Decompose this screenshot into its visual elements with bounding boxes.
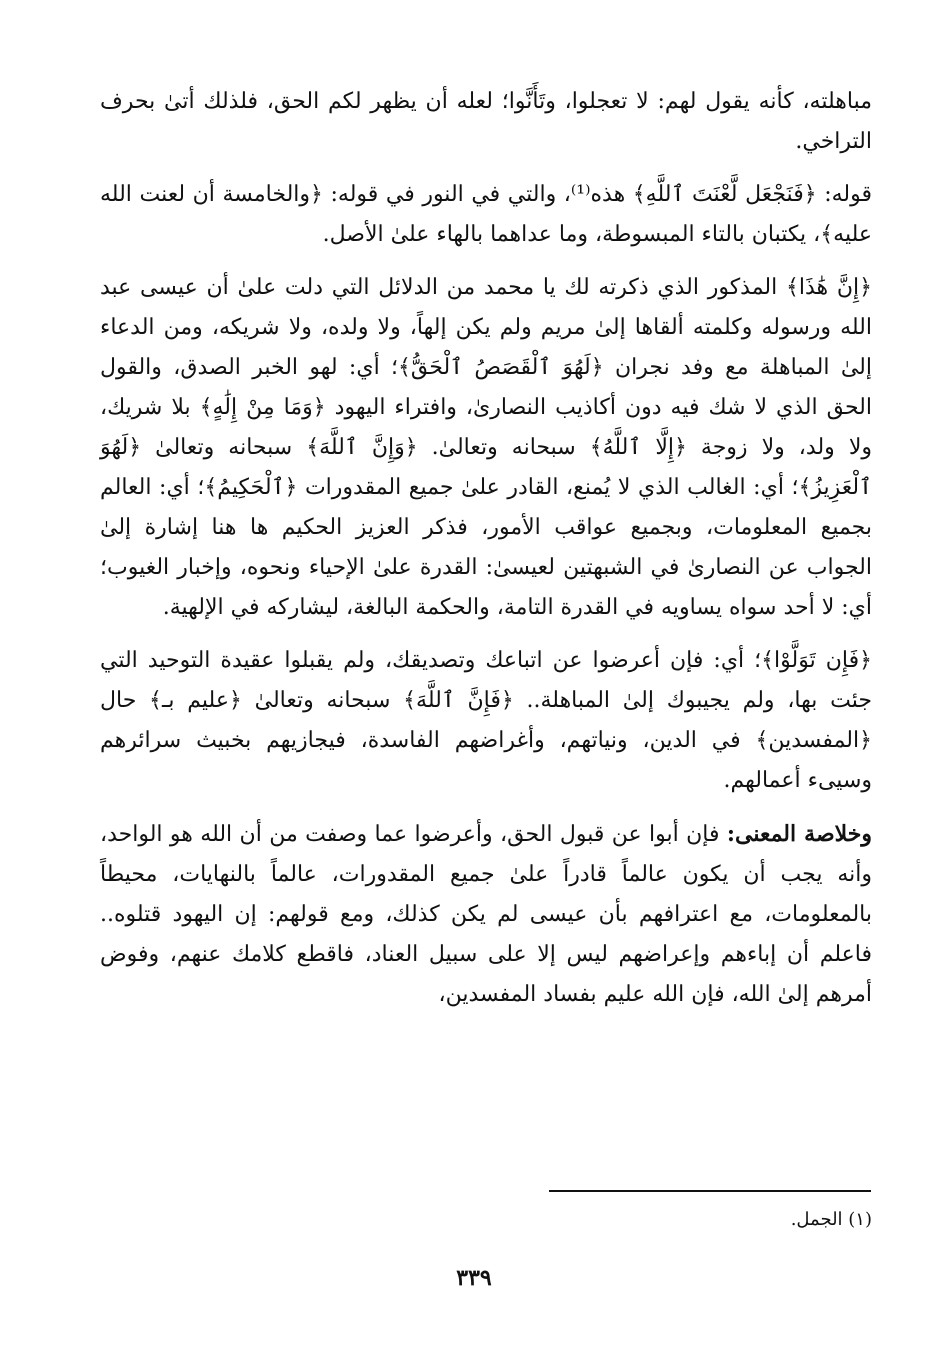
paragraph-1: مباهلته، كأنه يقول لهم: لا تعجلوا، وتَأَنَّوا؛ لعله أن يظهر لكم الحق، فلذلك أتىٰ بحرف التراخي. — [100, 89, 872, 154]
paragraph-2: قوله: ﴿فَنَجْعَل لَّعْنَتَ ٱللَّهِ﴾ هذه⁽¹⁾، والتي في النور في قوله: ﴿والخامسة أن لعنت الله عليه﴾، يكتبان بالتاء المبسوطة، وما عداهما بالهاء علىٰ الأصل. — [100, 182, 872, 247]
page-number: ٣٣٩ — [456, 1265, 492, 1291]
summary-paragraph — [100, 814, 872, 1015]
paragraph-4: ﴿فَإِن تَوَلَّوْا﴾؛ أي: فإن أعرضوا عن اتباعك وتصديقك، ولم يقبلوا عقيدة التوحيد التي جئت بها، ولم يجيبوك إلىٰ المباهلة.. ﴿فَإِنَّ ٱللَّهَ﴾ سبحانه وتعالىٰ ﴿عليم بـ﴾ حال ﴿المفسدين﴾ في الدين، ونياتهم، وأغراضهم الفاسدة، فيجازيهم بخبيث سرائرهم وسيىء أعمالهم. — [100, 648, 872, 793]
footnote: (١) الجمل. — [790, 1209, 872, 1230]
paragraph-3: ﴿إِنَّ هَٰذَا﴾ المذكور الذي ذكرته لك يا محمد من الدلائل التي دلت علىٰ أن عيسى عبد الله ورسوله وكلمته ألقاها إلىٰ مريم ولم يكن إلهاً، ولا ولده، ولا شريكه، ومن الدعاء إلىٰ المباهلة مع وفد نجران ﴿لَهُوَ ٱلْقَصَصُ ٱلْحَقُّ﴾؛ أي: لهو الخبر الصدق، والقول الحق الذي لا شك فيه دون أكاذيب النصارىٰ، وافتراء اليهود ﴿وَمَا مِنْ إِلَٰهٍ﴾ بلا شريك، ولا ولد، ولا زوجة ﴿إِلَّا ٱللَّهُ﴾ سبحانه وتعالىٰ. ﴿وَإِنَّ ٱللَّهَ﴾ سبحانه وتعالىٰ ﴿لَهُوَ ٱلْعَزِيزُ﴾؛ أي: الغالب الذي لا يُمنع، القادر علىٰ جميع المقدورات ﴿ٱلْحَكِيمُ﴾؛ أي: العالم بجميع المعلومات، وبجميع عواقب الأمور، فذكر العزيز الحكيم ها هنا إشارة إلىٰ الجواب عن النصارىٰ في الشبهتين لعيسىٰ: القدرة علىٰ الإحياء ونحوه، وإخبار الغيوب؛ أي: لا أحد سواه يساويه في القدرة التامة، والحكمة البالغة، ليشاركه في الإلهية. — [100, 275, 872, 620]
summary-text: فإن أبوا عن قبول الحق، وأعرضوا عما وصفت من أن الله هو الواحد، وأنه يجب أن يكون عالماً قادراً علىٰ جميع المقدورات، عالماً بالنهايات، محيطاً بالمعلومات، مع اعترافهم بأن عيسى لم يكن كذلك، ومع قولهم: إن اليهود قتلوه.. فاعلم أن إباءهم وإعراضهم ليس إلا على سبيل العناد، فاقطع كلامك عنهم، وفوض أمرهم إلىٰ الله، فإن الله عليم بفساد المفسدين، — [100, 822, 872, 1007]
footnote-divider — [549, 1190, 871, 1192]
page-body — [100, 82, 872, 1028]
summary-lead: وخلاصة المعنى: — [726, 821, 872, 847]
